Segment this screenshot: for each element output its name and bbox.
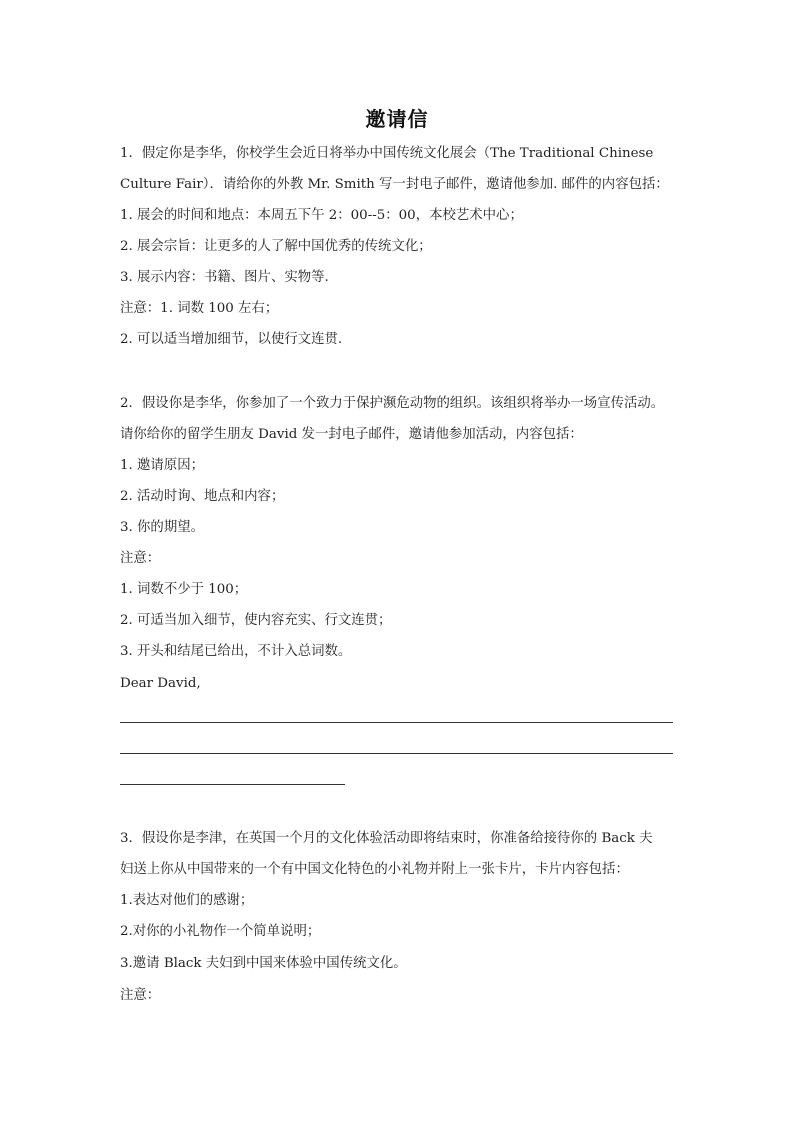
q2-prompt-line-1: 2．假设你是李华，你参加了一个致力于保护濒危动物的组织。该组织将举办一场宣传活动。 [120,396,665,411]
q2-note-1: 1. 词数不少于 100； [120,582,248,597]
answer-line-2 [120,753,673,754]
page-title: 邀请信 [365,107,429,131]
q1-item-2: 2. 展会宗旨：让更多的人了解中国优秀的传统文化； [120,239,432,254]
q2-salutation: Dear David, [120,676,201,691]
q3-prompt-line-1: 3．假设你是李津，在英国一个月的文化体验活动即将结束时，你准备给接待你的 Back 夫 [120,831,653,846]
q3-item-2: 2.对你的小礼物作一个简单说明； [120,924,321,939]
q2-note-3: 3. 开头和结尾已给出，不计入总词数。 [120,644,352,659]
q3-item-3: 3.邀请 Black 夫妇到中国来体验中国传统文化。 [120,956,407,971]
q2-item-2: 2. 活动时询、地点和内容； [120,489,285,504]
q1-note-1: 注意：1. 词数 100 左右； [120,301,279,316]
q1-prompt-line-2: Culture Fair）．请给你的外教 Mr. Smith 写一封电子邮件，邀请他参加. 邮件的内容包括： [120,177,669,192]
q2-note-2: 2. 可适当加入细节，使内容充实、行文连贯； [120,613,392,628]
q3-item-1: 1.表达对他们的感谢； [120,893,254,908]
q2-prompt-line-2: 请你给你的留学生朋友 David 发一封电子邮件，邀请他参加活动，内容包括： [120,427,583,442]
q2-item-1: 1. 邀请原因； [120,458,204,473]
q3-prompt-line-2: 妇送上你从中国带来的一个有中国文化特色的小礼物并附上一张卡片，卡片内容包括： [120,862,629,877]
q1-prompt-line-1: 1．假定你是李华，你校学生会近日将举办中国传统文化展会（The Traditional Chinese [120,146,654,161]
answer-line-3 [120,784,345,785]
q1-item-1: 1. 展会的时间和地点：本周五下午 2：00--5：00，本校艺术中心； [120,208,523,223]
answer-line-1 [120,722,673,723]
q2-item-3: 3. 你的期望。 [120,520,204,535]
q1-item-3: 3. 展示内容：书籍、图片、实物等. [120,270,329,285]
q2-note-label: 注意： [120,551,161,566]
q1-note-2: 2. 可以适当增加细节，以使行文连贯. [120,332,343,347]
q3-note-label: 注意： [120,988,161,1003]
